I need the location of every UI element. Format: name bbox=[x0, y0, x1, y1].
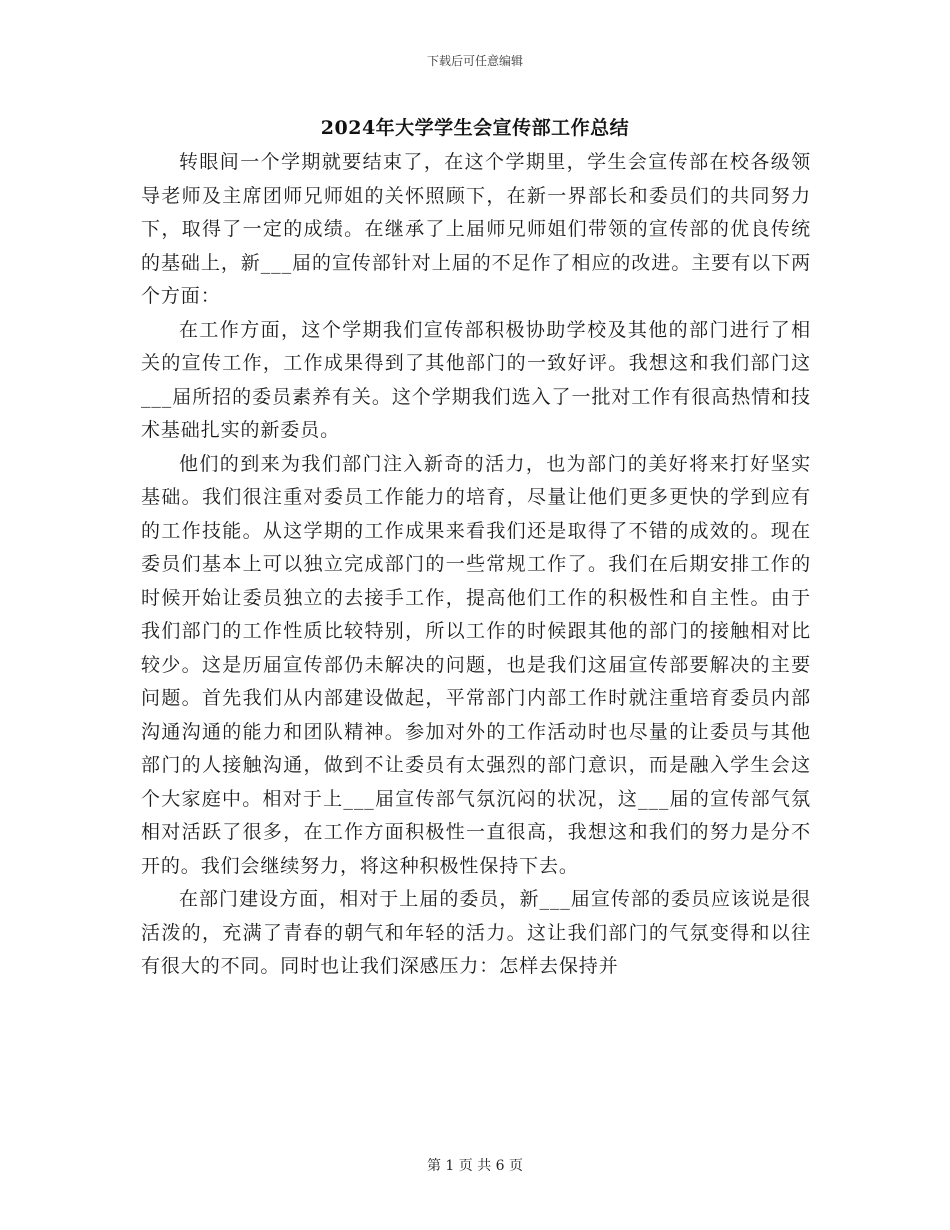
page-number-footer: 第 1 页 共 6 页 bbox=[426, 1158, 524, 1174]
document-title: 2024年大学学生会宣传部工作总结 bbox=[320, 117, 630, 139]
paragraph: 在工作方面，这个学期我们宣传部积极协助学校及其他的部门进行了相关的宣传工作，工作成果得到了其他部门的一致好评。我想这和我们部门这___届所招的委员素养有关。这个学期我们选入了一批对工作有很高热情和技术基础扎实的新委员。 bbox=[141, 318, 811, 441]
paragraph: 他们的到来为我们部门注入新奇的活力，也为部门的美好将来打好坚实基础。我们很注重对委员工作能力的培育，尽量让他们更多更快的学到应有的工作技能。从这学期的工作成果来看我们还是取得了不错的成效的。现在委员们基本上可以独立完成部门的一些常规工作了。我们在后期安排工作的时候开始让委员独立的去接手工作，提高他们工作的积极性和自主性。由于我们部门的工作性质比较特别，所以工作的时候跟其他的部门的接触相对比较少。这是历届宣传部仍未解决的问题，也是我们这届宣传部要解决的主要问题。首先我们从内部建设做起，平常部门内部工作时就注重培育委员内部沟通沟通的能力和团队精神。参加对外的工作活动时也尽量的让委员与其他部门的人接触沟通，做到不让委员有太强烈的部门意识，而是融入学生会这个大家庭中。相对于上___届宣传部气氛沉闷的状况，这___届的宣传部气氛相对活跃了很多，在工作方面积极性一直很高，我想这和我们的努力是分不开的。我们会继续努力，将这种积极性保持下去。 bbox=[141, 452, 811, 877]
page-header-note: 下载后可任意编辑 bbox=[426, 54, 523, 68]
paragraph: 转眼间一个学期就要结束了，在这个学期里，学生会宣传部在校各级领导老师及主席团师兄师姐的关怀照顾下，在新一界部长和委员们的共同努力下，取得了一定的成绩。在继承了上届师兄师姐们带领的宣传部的优良传统的基础上，新___届的宣传部针对上届的不足作了相应的改进。主要有以下两个方面： bbox=[141, 151, 811, 307]
document-body bbox=[141, 146, 811, 984]
paragraph: 在部门建设方面，相对于上届的委员，新___届宣传部的委员应该说是很活泼的，充满了青春的朝气和年轻的活力。这让我们部门的气氛变得和以往有很大的不同。同时也让我们深感压力：怎样去保持并 bbox=[141, 888, 811, 977]
